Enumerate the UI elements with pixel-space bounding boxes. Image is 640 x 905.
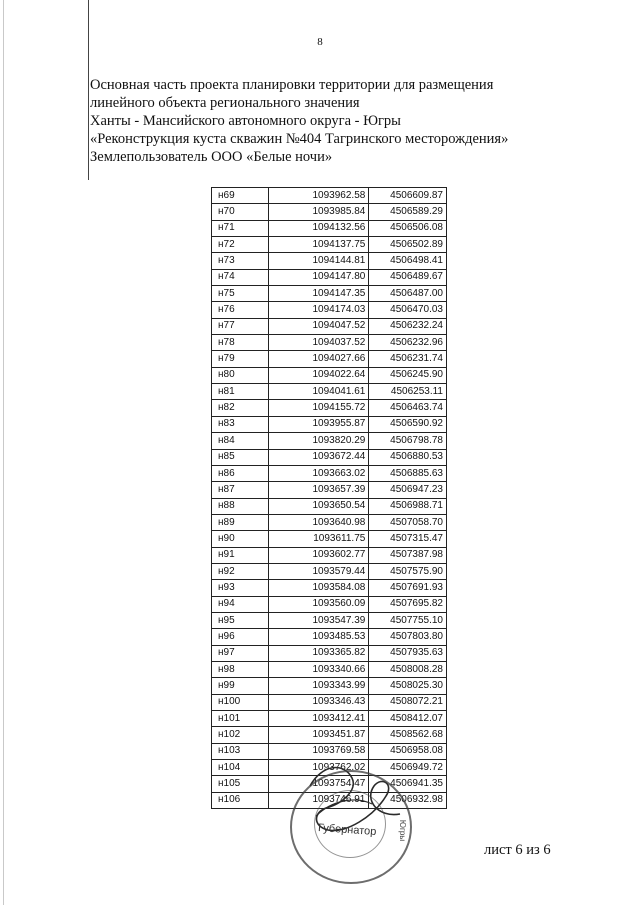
y-coordinate-cell: 4507575.90 — [369, 563, 447, 579]
y-coordinate-cell: 4506589.29 — [369, 204, 447, 220]
point-id-cell: н82 — [212, 400, 269, 416]
x-coordinate-cell: 1093412.41 — [269, 711, 369, 727]
x-coordinate-cell: 1093343.99 — [269, 678, 369, 694]
coordinates-table-body — [212, 188, 447, 809]
x-coordinate-cell: 1093820.29 — [269, 433, 369, 449]
seal-text: Губернатор — [317, 821, 377, 839]
table-row — [212, 514, 447, 530]
y-coordinate-cell: 4506245.90 — [369, 367, 447, 383]
x-coordinate-cell: 1093485.53 — [269, 629, 369, 645]
x-coordinate-cell: 1094047.52 — [269, 318, 369, 334]
table-row — [212, 694, 447, 710]
y-coordinate-cell: 4506609.87 — [369, 188, 447, 204]
x-coordinate-cell: 1093672.44 — [269, 449, 369, 465]
point-id-cell: н70 — [212, 204, 269, 220]
table-row — [212, 482, 447, 498]
table-row — [212, 547, 447, 563]
table-row — [212, 335, 447, 351]
point-id-cell: н83 — [212, 416, 269, 432]
x-coordinate-cell: 1094027.66 — [269, 351, 369, 367]
seal-side-text: Югры — [398, 819, 408, 842]
table-row — [212, 384, 447, 400]
point-id-cell: н92 — [212, 563, 269, 579]
y-coordinate-cell: 4506947.23 — [369, 482, 447, 498]
table-row — [212, 629, 447, 645]
heading-line-4: «Реконструкция куста скважин №404 Тагринского месторождения» — [90, 131, 509, 147]
y-coordinate-cell: 4506502.89 — [369, 237, 447, 253]
y-coordinate-cell: 4508072.21 — [369, 694, 447, 710]
table-row — [212, 253, 447, 269]
point-id-cell: н95 — [212, 612, 269, 628]
heading-line-2: линейного объекта регионального значения — [90, 95, 360, 111]
coordinates-table — [211, 187, 447, 809]
y-coordinate-cell: 4506949.72 — [369, 760, 447, 776]
point-id-cell: н73 — [212, 253, 269, 269]
x-coordinate-cell: 1093985.84 — [269, 204, 369, 220]
y-coordinate-cell: 4508025.30 — [369, 678, 447, 694]
x-coordinate-cell: 1094041.61 — [269, 384, 369, 400]
y-coordinate-cell: 4506941.35 — [369, 776, 447, 792]
point-id-cell: н72 — [212, 237, 269, 253]
x-coordinate-cell: 1093365.82 — [269, 645, 369, 661]
table-row — [212, 318, 447, 334]
x-coordinate-cell: 1093754.47 — [269, 776, 369, 792]
point-id-cell: н85 — [212, 449, 269, 465]
table-row — [212, 580, 447, 596]
table-row — [212, 596, 447, 612]
x-coordinate-cell: 1094132.56 — [269, 220, 369, 236]
y-coordinate-cell: 4507058.70 — [369, 514, 447, 530]
point-id-cell: н90 — [212, 531, 269, 547]
y-coordinate-cell: 4508008.28 — [369, 661, 447, 677]
x-coordinate-cell: 1093657.39 — [269, 482, 369, 498]
point-id-cell: н87 — [212, 482, 269, 498]
x-coordinate-cell: 1093762.02 — [269, 760, 369, 776]
point-id-cell: н86 — [212, 465, 269, 481]
point-id-cell: н103 — [212, 743, 269, 759]
table-row — [212, 661, 447, 677]
y-coordinate-cell: 4506232.24 — [369, 318, 447, 334]
point-id-cell: н106 — [212, 792, 269, 808]
point-id-cell: н80 — [212, 367, 269, 383]
y-coordinate-cell: 4507755.10 — [369, 612, 447, 628]
point-id-cell: н96 — [212, 629, 269, 645]
point-id-cell: н102 — [212, 727, 269, 743]
scan-edge-line — [3, 0, 4, 905]
table-row — [212, 776, 447, 792]
point-id-cell: н105 — [212, 776, 269, 792]
x-coordinate-cell: 1093340.66 — [269, 661, 369, 677]
x-coordinate-cell: 1093962.58 — [269, 188, 369, 204]
y-coordinate-cell: 4506988.71 — [369, 498, 447, 514]
table-row — [212, 645, 447, 661]
point-id-cell: н69 — [212, 188, 269, 204]
point-id-cell: н76 — [212, 302, 269, 318]
table-row — [212, 302, 447, 318]
x-coordinate-cell: 1093650.54 — [269, 498, 369, 514]
table-row — [212, 743, 447, 759]
table-row — [212, 367, 447, 383]
point-id-cell: н84 — [212, 433, 269, 449]
x-coordinate-cell: 1093560.09 — [269, 596, 369, 612]
heading-line-3: Ханты - Мансийского автономного округа - Югры — [90, 113, 401, 129]
table-row — [212, 269, 447, 285]
x-coordinate-cell: 1093451.87 — [269, 727, 369, 743]
point-id-cell: н89 — [212, 514, 269, 530]
table-row — [212, 351, 447, 367]
point-id-cell: н88 — [212, 498, 269, 514]
x-coordinate-cell: 1093769.58 — [269, 743, 369, 759]
x-coordinate-cell: 1093611.75 — [269, 531, 369, 547]
point-id-cell: н100 — [212, 694, 269, 710]
x-coordinate-cell: 1093955.87 — [269, 416, 369, 432]
x-coordinate-cell: 1094022.64 — [269, 367, 369, 383]
y-coordinate-cell: 4506885.63 — [369, 465, 447, 481]
point-id-cell: н74 — [212, 269, 269, 285]
x-coordinate-cell: 1094137.75 — [269, 237, 369, 253]
point-id-cell: н104 — [212, 760, 269, 776]
table-row — [212, 563, 447, 579]
point-id-cell: н93 — [212, 580, 269, 596]
point-id-cell: н91 — [212, 547, 269, 563]
point-id-cell: н81 — [212, 384, 269, 400]
point-id-cell: н77 — [212, 318, 269, 334]
point-id-cell: н99 — [212, 678, 269, 694]
table-row — [212, 220, 447, 236]
y-coordinate-cell: 4506590.92 — [369, 416, 447, 432]
x-coordinate-cell: 1094147.80 — [269, 269, 369, 285]
table-row — [212, 678, 447, 694]
table-row — [212, 498, 447, 514]
point-id-cell: н79 — [212, 351, 269, 367]
page-number: 8 — [317, 36, 323, 48]
sheet-label: лист 6 из 6 — [484, 842, 551, 858]
x-coordinate-cell: 1094174.03 — [269, 302, 369, 318]
table-row — [212, 286, 447, 302]
table-row — [212, 711, 447, 727]
y-coordinate-cell: 4508562.68 — [369, 727, 447, 743]
y-coordinate-cell: 4506880.53 — [369, 449, 447, 465]
x-coordinate-cell: 1094147.35 — [269, 286, 369, 302]
y-coordinate-cell: 4506231.74 — [369, 351, 447, 367]
table-row — [212, 237, 447, 253]
x-coordinate-cell: 1093640.98 — [269, 514, 369, 530]
x-coordinate-cell: 1093602.77 — [269, 547, 369, 563]
x-coordinate-cell: 1093584.08 — [269, 580, 369, 596]
table-row — [212, 531, 447, 547]
point-id-cell: н78 — [212, 335, 269, 351]
y-coordinate-cell: 4506487.00 — [369, 286, 447, 302]
heading-line-5: Землепользователь ООО «Белые ночи» — [90, 149, 333, 165]
table-row — [212, 416, 447, 432]
table-row — [212, 204, 447, 220]
y-coordinate-cell: 4507803.80 — [369, 629, 447, 645]
y-coordinate-cell: 4506798.78 — [369, 433, 447, 449]
point-id-cell: н97 — [212, 645, 269, 661]
y-coordinate-cell: 4508412.07 — [369, 711, 447, 727]
x-coordinate-cell: 1093663.02 — [269, 465, 369, 481]
table-row — [212, 400, 447, 416]
x-coordinate-cell: 1093579.44 — [269, 563, 369, 579]
y-coordinate-cell: 4506506.08 — [369, 220, 447, 236]
y-coordinate-cell: 4507315.47 — [369, 531, 447, 547]
y-coordinate-cell: 4506489.67 — [369, 269, 447, 285]
point-id-cell: н75 — [212, 286, 269, 302]
point-id-cell: н101 — [212, 711, 269, 727]
margin-line — [88, 0, 89, 180]
document-heading — [90, 76, 620, 166]
table-row — [212, 612, 447, 628]
y-coordinate-cell: 4506470.03 — [369, 302, 447, 318]
y-coordinate-cell: 4506932.98 — [369, 792, 447, 808]
x-coordinate-cell: 1093346.43 — [269, 694, 369, 710]
heading-line-1: Основная часть проекта планировки территории для размещения — [90, 77, 494, 93]
table-row — [212, 465, 447, 481]
point-id-cell: н94 — [212, 596, 269, 612]
table-row — [212, 188, 447, 204]
y-coordinate-cell: 4506498.41 — [369, 253, 447, 269]
table-row — [212, 449, 447, 465]
table-row — [212, 760, 447, 776]
y-coordinate-cell: 4507387.98 — [369, 547, 447, 563]
x-coordinate-cell: 1094037.52 — [269, 335, 369, 351]
table-row — [212, 433, 447, 449]
table-row — [212, 792, 447, 808]
table-row — [212, 727, 447, 743]
x-coordinate-cell: 1093746.91 — [269, 792, 369, 808]
y-coordinate-cell: 4506958.08 — [369, 743, 447, 759]
y-coordinate-cell: 4507935.63 — [369, 645, 447, 661]
point-id-cell: н98 — [212, 661, 269, 677]
y-coordinate-cell: 4506463.74 — [369, 400, 447, 416]
x-coordinate-cell: 1094155.72 — [269, 400, 369, 416]
y-coordinate-cell: 4506232.96 — [369, 335, 447, 351]
x-coordinate-cell: 1094144.81 — [269, 253, 369, 269]
x-coordinate-cell: 1093547.39 — [269, 612, 369, 628]
y-coordinate-cell: 4506253.11 — [369, 384, 447, 400]
y-coordinate-cell: 4507691.93 — [369, 580, 447, 596]
point-id-cell: н71 — [212, 220, 269, 236]
y-coordinate-cell: 4507695.82 — [369, 596, 447, 612]
